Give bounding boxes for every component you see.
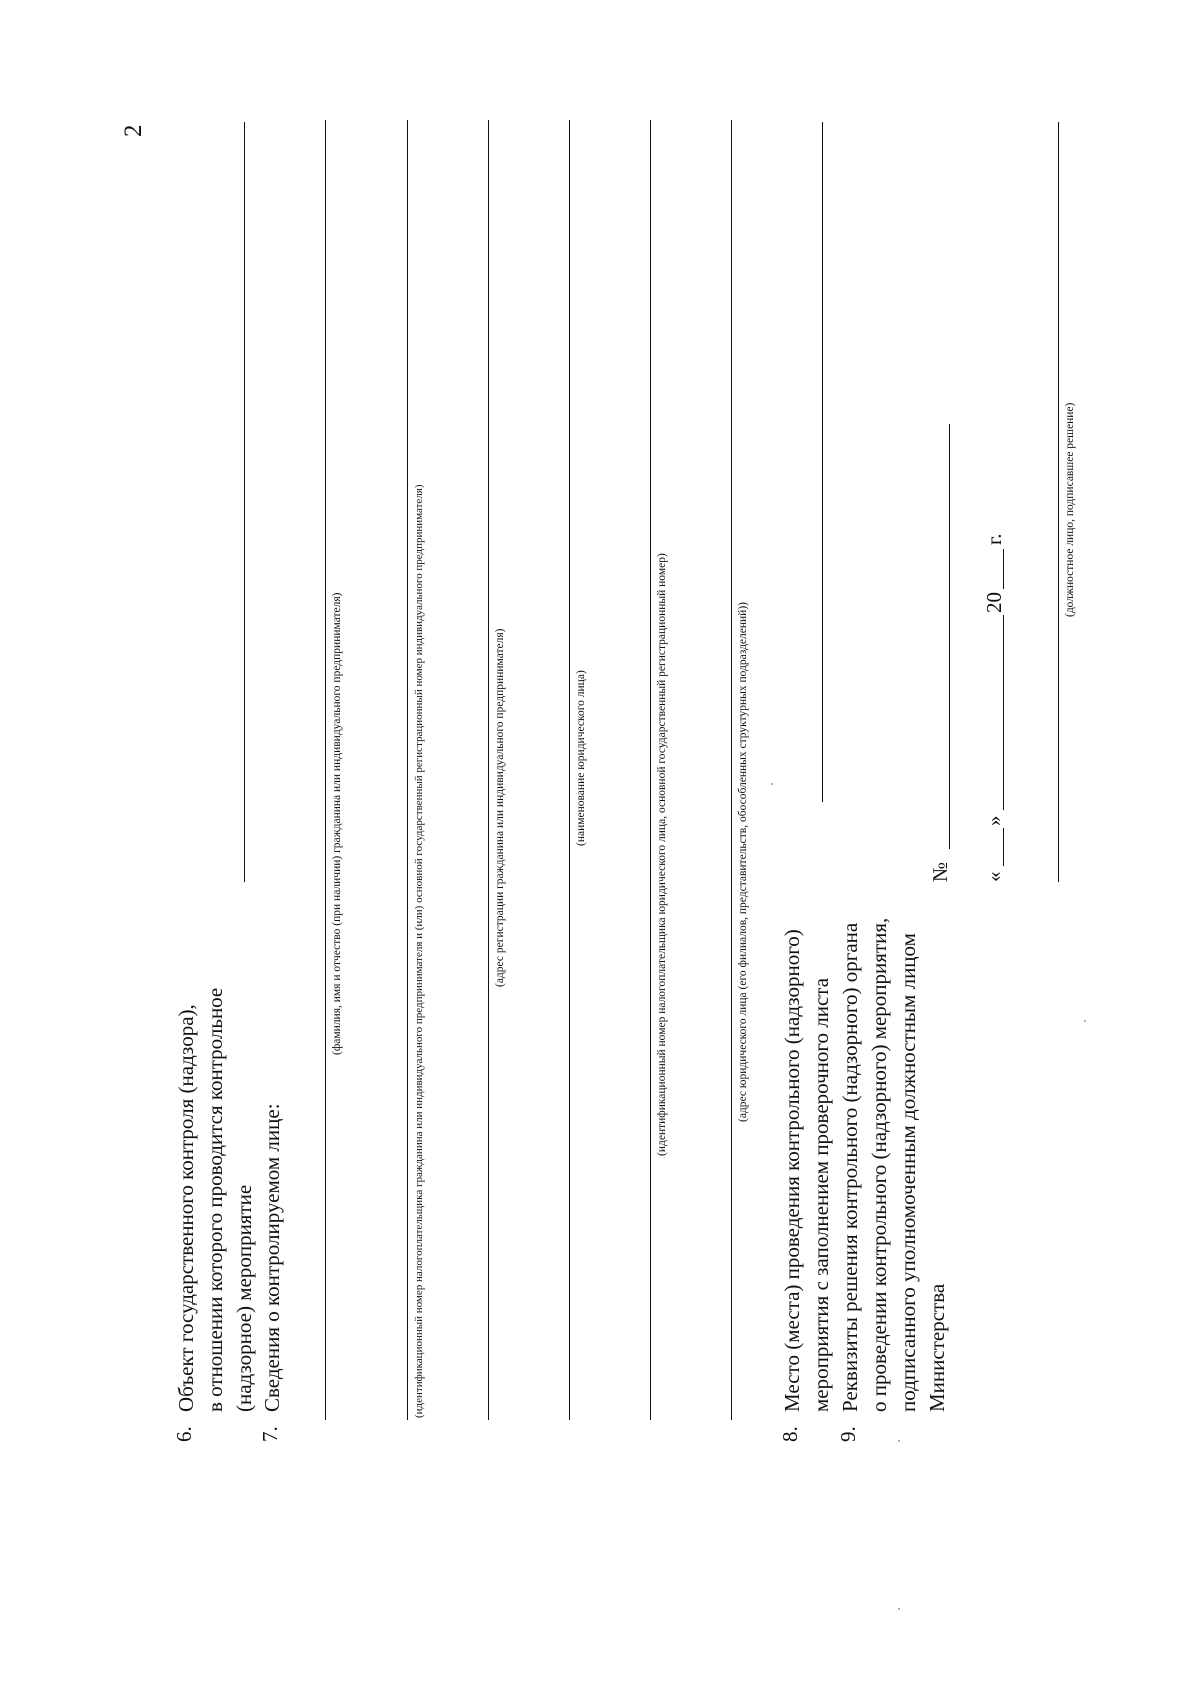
scan-speck xyxy=(898,1608,900,1610)
fio-line xyxy=(325,120,326,1420)
date-close-quote: » xyxy=(982,815,1006,826)
address-org-line xyxy=(731,120,732,1420)
item-6-line-2: в отношении которого проводится контрольное xyxy=(203,987,227,1412)
org-name-line xyxy=(569,120,570,1420)
scan-speck xyxy=(898,1440,900,1442)
item-8-line-1: Место (места) проведения контрольного (надзорного) xyxy=(780,929,804,1412)
date-year-suffix: г. xyxy=(982,533,1006,545)
item-7-number: 7. xyxy=(258,1426,282,1442)
fio-caption: (фамилия, имя и отчество (при наличии) гражданина или индивидуального предпринимателя) xyxy=(331,592,343,1055)
item-8-number: 8. xyxy=(778,1426,802,1442)
inn-org-line xyxy=(650,120,651,1420)
item-9-line-2: о проведении контрольного (надзорного) мероприятия, xyxy=(867,917,891,1412)
item-8-line-2: мероприятия с заполнением проверочного листа xyxy=(809,977,833,1412)
address-ip-line xyxy=(488,120,489,1420)
item-8-fill-line xyxy=(822,122,823,802)
date-year-line xyxy=(1003,549,1004,589)
item-6-fill-line xyxy=(244,122,245,882)
item-9-line-1: Реквизиты решения контрольного (надзорного) органа xyxy=(838,922,862,1412)
inn-ip-line xyxy=(407,120,408,1420)
inn-org-caption: (идентификационный номер налогоплательщика юридического лица, основной государственный регистрационный номер) xyxy=(656,553,668,1156)
item-6-number: 6. xyxy=(172,1426,196,1442)
scan-speck xyxy=(771,783,773,785)
number-fill-line xyxy=(949,424,950,849)
date-month-line xyxy=(1003,615,1004,810)
date-year-prefix: 20 xyxy=(982,592,1006,613)
date-open-quote: « xyxy=(982,871,1006,882)
page-number: 2 xyxy=(120,124,147,137)
scan-speck xyxy=(1084,1020,1086,1022)
address-org-caption: (адрес юридического лица (его филиалов, представительств, обособленных структурных подразделений)) xyxy=(737,602,749,1122)
address-ip-caption: (адрес регистрации гражданина или индивидуального предпринимателя) xyxy=(494,628,506,987)
official-caption: (должностное лицо, подписавшее решение) xyxy=(1064,402,1076,617)
inn-ip-caption: (идентификационный номер налогоплательщика гражданина или индивидуального предпринимателя и (или) основной государственный регистрационный номер индивидуального предпринимателя) xyxy=(413,484,425,1418)
item-9-line-3: подписанного уполномоченным должностным лицом xyxy=(896,933,920,1412)
item-6-line-3: (надзорное) мероприятие xyxy=(232,1184,256,1412)
item-7-line-1: Сведения о контролируемом лице: xyxy=(260,1103,284,1412)
date-day-line xyxy=(1003,828,1004,866)
org-name-caption: (наименование юридического лица) xyxy=(575,670,587,846)
item-9-number: 9. xyxy=(836,1426,860,1442)
item-9-line-4: Министерства xyxy=(925,1283,949,1412)
item-6-line-1: Объект государственного контроля (надзора), xyxy=(174,1004,198,1412)
official-line xyxy=(1058,122,1059,882)
number-sign: № xyxy=(928,861,952,882)
